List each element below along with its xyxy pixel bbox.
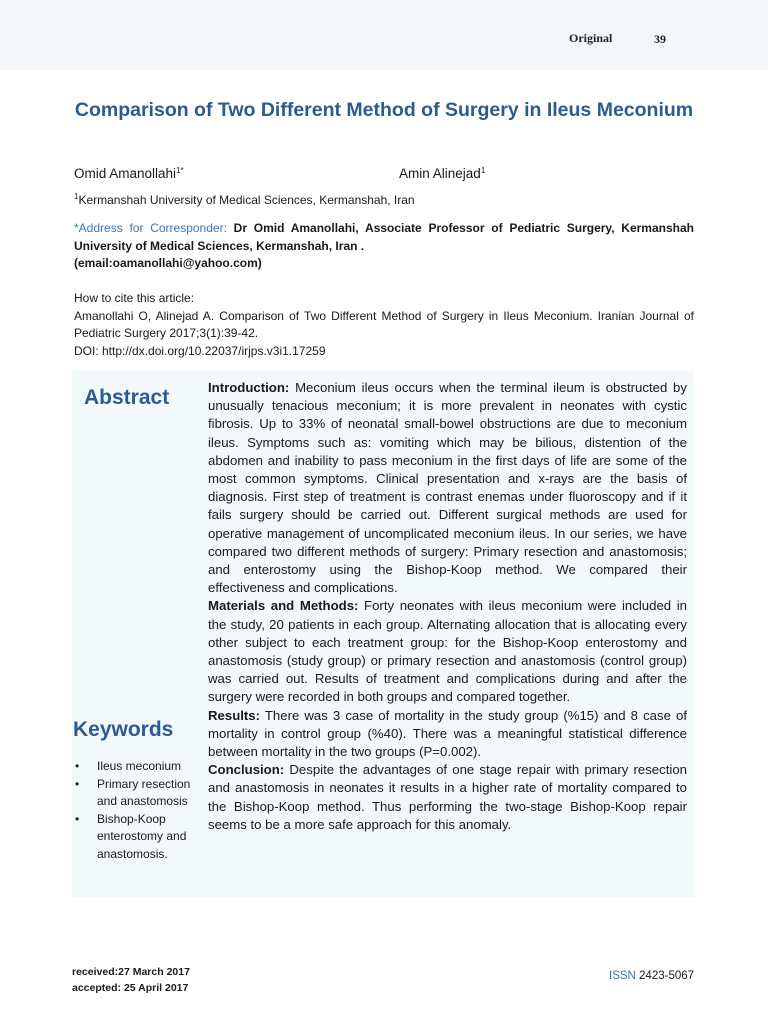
section-text: Forty neonates with ileus meconium were included in the study, 20 patients in each group. Alternating allocation that is allocating every other subject to each treatment group: for the Bishop-Koop enterostomy and anastomosis (study group) or primary resection and anastomosis (control group) was carried out. Results of treatment and complications during and after the surgery were recorded in both groups and compared together. (208, 598, 687, 705)
keywords-heading: Keywords (73, 718, 174, 741)
section-label: Conclusion: (208, 762, 285, 778)
abstract-conclusion (208, 761, 687, 834)
article-title: Comparison of Two Different Method of Surgery in Ileus Meconium (74, 99, 694, 121)
author-2 (399, 166, 485, 181)
author-1-name: Omid Amanollahi (74, 166, 177, 181)
keyword-item: • Ileus meconium (73, 758, 209, 776)
header-band (0, 0, 768, 70)
author-2-name: Amin Alinejad (399, 166, 481, 181)
author-1-sup: 1* (176, 166, 184, 175)
correspondence-label: *Address for Corresponder: (74, 221, 227, 235)
accepted-date (72, 982, 188, 994)
issn-value: 2423-5067 (635, 970, 695, 982)
abstract-heading: Abstract (84, 386, 170, 409)
author-1 (74, 166, 184, 181)
keyword-list (73, 758, 209, 863)
received-value: 27 March 2017 (118, 966, 190, 978)
affiliation-sup: 1 (74, 192, 79, 201)
correspondence-email[interactable]: (email:oamanollahi@yahoo.com) (74, 256, 262, 270)
abstract-introduction (208, 379, 687, 597)
citation-text: Amanollahi O, Alinejad A. Comparison of Two Different Method of Surgery in Ileus Meconium. Iranian Journal of Pediatric Surgery 2017;3(1):39-42. (74, 308, 694, 340)
affiliation (74, 192, 415, 207)
received-label: received: (72, 966, 119, 978)
section-label: Introduction: (208, 380, 290, 395)
issn (609, 970, 694, 982)
correspondence-text: Dr Omid Amanollahi, Associate Professor of Pediatric Surgery, Kermanshah University of Medical Sciences, Kermanshah, Iran . (74, 221, 694, 253)
section-text: Meconium ileus occurs when the terminal ileum is obstructed by unusually tenacious meconium; it is more prevalent in neonates with cystic fibrosis. Up to 33% of neonatal small-bowel obstructions are due to meconium ileus. Symptoms such as: vomiting which may be bilious, distention of the abdomen and inability to pass meconium in the first days of life are some of the most common symptoms. Clinical presentation and x-rays are the basis of diagnosis. First step of treatment is contrast enemas under fluoroscopy and if it fails surgery should be carried out. Different surgical methods are used for operative management of uncomplicated meconium ileus. In our series, we have compared two different methods of surgery: Primary resection and anastomosis; and enterostomy using the Bishop-Koop method. We compared their effectiveness and complications. (208, 380, 687, 596)
section-text: Despite the advantages of one stage repair with primary resection and anastomosis in neonates it results in a higher rate of mortality compared to the Bishop-Koop method. Thus performing the two-stage Bishop-Koop repair seems to be a more safe approach for this anomaly. (208, 762, 687, 832)
accepted-label: accepted: (72, 982, 122, 994)
abstract-methods (208, 597, 687, 706)
issn-label: ISSN (609, 970, 636, 982)
received-date (72, 966, 190, 978)
page-number: 39 (654, 32, 666, 46)
affiliation-text: Kermanshah University of Medical Sciences, Kermanshah, Iran (78, 193, 415, 207)
correspondence-block (74, 220, 694, 273)
citation-heading: How to cite this article: (74, 291, 195, 305)
keyword-item: • Primary resection and anastomosis (73, 776, 209, 811)
article-type-label: Original (569, 31, 613, 45)
citation-block (74, 290, 694, 360)
abstract-body (208, 379, 687, 834)
abstract-results (208, 707, 687, 762)
accepted-value: 25 April 2017 (121, 982, 189, 994)
author-2-sup: 1 (480, 166, 486, 175)
keyword-item: • Bishop-Koop enterostomy and anastomosis. (73, 811, 209, 864)
section-label: Results: (208, 707, 261, 723)
section-text: There was 3 case of mortality in the study group (%15) and 8 case of mortality in control group (%40). There was a meaningful statistical difference between mortality in the two groups (P=0.002). (208, 707, 687, 760)
citation-doi[interactable]: DOI: http://dx.doi.org/10.22037/irjps.v3i1.17259 (74, 343, 326, 358)
section-label: Materials and Methods: (208, 598, 359, 614)
